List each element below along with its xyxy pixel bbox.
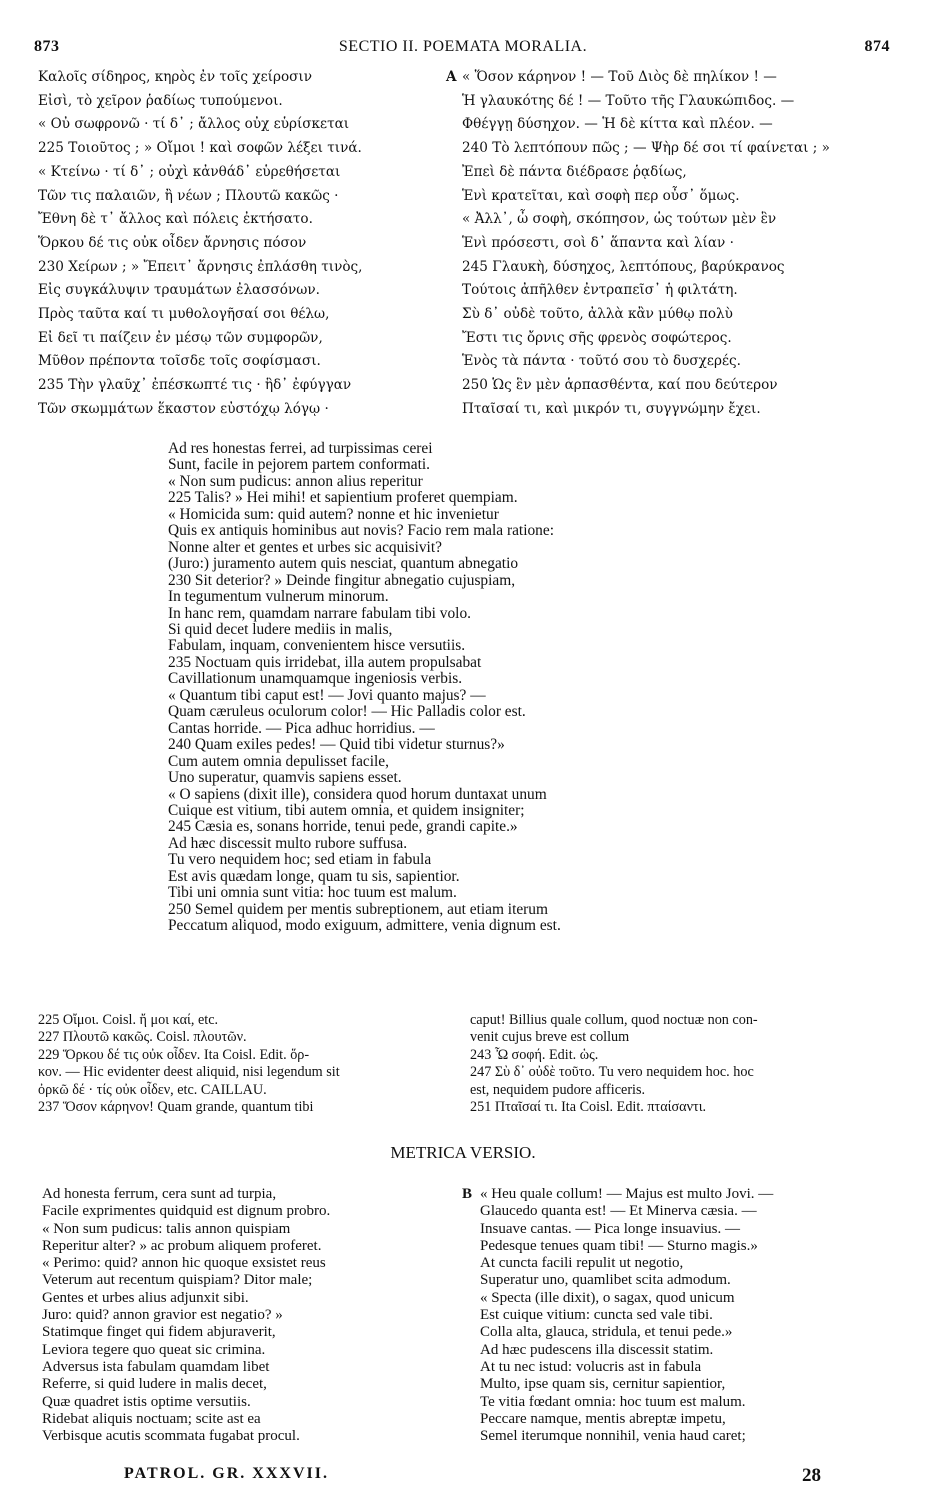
text-line: venit cujus breve est collum bbox=[470, 1029, 630, 1046]
text-line: At tu nec istud: volucris ast in fabula bbox=[480, 1358, 702, 1375]
footnotes-right bbox=[470, 1012, 900, 1116]
text-line: Sunt, facile in pejorem partem conformati. bbox=[168, 456, 430, 474]
text-line: Ad res honestas ferrei, ad turpissimas cerei bbox=[168, 440, 433, 457]
text-line: 225 Οἴμοι. Coisl. ἤ μοι καί, etc. bbox=[38, 1012, 219, 1028]
text-line: Veterum aut recentum quispiam? Ditor male; bbox=[42, 1272, 313, 1289]
text-line: Si quid decet ludere mediis in malis, bbox=[168, 620, 393, 638]
text-line: In tegumentum vulnerum minorum. bbox=[168, 588, 389, 606]
text-line: Est cuique vitium: cuncta sed vale tibi. bbox=[480, 1307, 713, 1324]
text-line: 237 Ὅσον κάρηνον! Quam grande, quantum tibi bbox=[38, 1099, 314, 1116]
text-line: Ἡ γλαυκότης δέ ! — Τοῦτο τῆς Γλαυκώπιδος. — bbox=[462, 92, 795, 109]
text-line: Πταῖσαί τι, καὶ μικρόν τι, συγγνώμην ἔχει. bbox=[462, 400, 761, 417]
page-number-left: 873 bbox=[34, 38, 60, 55]
text-line: 250 Semel quidem per mentis subreptionem, aut etiam iterum bbox=[168, 900, 548, 918]
text-line: Μῦθον πρέποντα τοῖσδε τοῖς σοφίσμασι. bbox=[38, 353, 321, 370]
column-marker-a: A bbox=[446, 69, 457, 85]
text-line: Pedesque tenues quam tibi! — Sturno magis.» bbox=[480, 1237, 758, 1254]
text-line: κον. — Hic evidenter deest aliquid, nisi legendum sit bbox=[38, 1064, 340, 1081]
text-line: Ἔστι τις ὄρνις σῆς φρενὸς σοφώτερος. bbox=[462, 329, 732, 346]
text-line: « Homicida sum: quid autem? nonne et hic invenietur bbox=[168, 505, 499, 523]
text-line: Reperitur alter? » ac probum aliquem proferet. bbox=[42, 1237, 322, 1254]
text-line: Ad honesta ferrum, cera sunt ad turpia, bbox=[42, 1186, 277, 1202]
text-line: « Κτείνω · τί δ᾽ ; οὐχὶ κἀνθάδ᾽ εὑρεθήσεται bbox=[38, 163, 341, 180]
text-line: Quis ex antiquis hominibus aut novis? Facio rem mala ratione: bbox=[168, 522, 554, 540]
text-line: 230 Sit deterior? » Deinde fingitur abnegatio cujuspiam, bbox=[168, 571, 516, 589]
text-line: Facile exprimentes quidquid est dignum probro. bbox=[42, 1203, 331, 1220]
text-line: « Heu quale collum! — Majus est multo Jovi. — bbox=[480, 1186, 774, 1202]
text-line: 245 Γλαυκὴ, δύσηχος, λεπτόπους, βαρύκρανος bbox=[462, 258, 785, 275]
text-line: Multo, ipse quam sis, cernitur sapientior, bbox=[480, 1376, 726, 1393]
text-line: 225 Talis? » Hei mihi! et sapientium proferet quempiam. bbox=[168, 489, 518, 507]
text-line: 245 Cæsia es, sonans horride, tenui pede, grandi capite.» bbox=[168, 818, 518, 836]
text-line: Est avis quædam longe, quam tu sis, sapientior. bbox=[168, 867, 460, 885]
text-line: Adversus ista fabulam quamdam libet bbox=[42, 1358, 270, 1375]
text-line: Σὺ δ᾽ οὐδὲ τοῦτο, ἀλλὰ κἂν μύθῳ πολὺ bbox=[462, 306, 733, 323]
text-line: 247 Σὺ δ᾽ οὐδὲ τοῦτο. Tu vero nequidem hoc. hoc bbox=[470, 1064, 754, 1081]
text-line: Tu vero nequidem hoc; sed etiam in fabula bbox=[168, 851, 432, 869]
text-line: Fabulam, inquam, convenientem hisce versutiis. bbox=[168, 637, 466, 655]
text-line: Leviora tegere quo queat sic crimina. bbox=[42, 1341, 266, 1358]
text-line: Εἰ δεῖ τι παίζειν ἐν μέσῳ τῶν συμφορῶν, bbox=[38, 329, 323, 346]
text-line: Ἑνὸς τὰ πάντα · τοῦτό σου τὸ δυσχερές. bbox=[462, 353, 741, 370]
text-line: Nonne alter et gentes et urbes sic acquisivit? bbox=[168, 538, 442, 556]
text-line: Cuique est vitium, tibi autem omnia, et quidem insigniter; bbox=[168, 801, 525, 819]
text-line: Καλοῖς σίδηρος, κηρὸς ἐν τοῖς χείροσιν bbox=[38, 69, 313, 85]
text-line: Statimque finget qui fidem abjuraverit, bbox=[42, 1324, 276, 1341]
text-line: 230 Χείρων ; » Ἔπειτ᾽ ἄρνησις ἐπλάσθη τινὸς, bbox=[38, 258, 363, 275]
text-line: Gentes et urbes alius adjunxit sibi. bbox=[42, 1289, 249, 1306]
text-line: Semel iterumque nonnihil, venia haud caret; bbox=[480, 1428, 746, 1445]
text-line: Quæ quadret istis optime versutiis. bbox=[42, 1393, 251, 1410]
text-line: Peccatum aliquod, modo exiguum, admittere, venia dignum est. bbox=[168, 917, 561, 935]
page-number-right: 874 bbox=[864, 38, 890, 55]
footer-patrology-label: PATROL. GR. XXXVII. bbox=[124, 1465, 329, 1482]
text-line: Ridebat aliquis noctuam; scite ast ea bbox=[42, 1410, 261, 1427]
text-line: Ad hæc pudescens illa discessit statim. bbox=[480, 1341, 714, 1358]
footer-signature-number: 28 bbox=[802, 1465, 821, 1486]
text-line: Quam cæruleus oculorum color! — Hic Palladis color est. bbox=[168, 703, 526, 721]
text-line: « Οὐ σωφρονῶ · τί δ᾽ ; ἄλλος οὐχ εὑρίσκεται bbox=[38, 116, 350, 133]
text-line: 229 Ὅρκου δέ τις οὐκ οἶδεν. Ita Coisl. Edit. ὅρ- bbox=[38, 1046, 310, 1063]
running-title: SECTIO II. POEMATA MORALIA. bbox=[338, 38, 588, 55]
text-line: « Ὅσον κάρηνον ! — Τοῦ Διὸς δὲ πηλίκον ! — bbox=[462, 69, 777, 85]
text-line: Εἰς συγκάλυψιν τραυμάτων ἐλασσόνων. bbox=[38, 282, 320, 299]
text-line: « Ἀλλ᾽, ὦ σοφὴ, σκόπησον, ὡς τούτων μὲν ἓν bbox=[462, 211, 777, 228]
text-line: Uno superatur, quamvis sapiens esset. bbox=[168, 769, 402, 787]
text-line: « Quantum tibi caput est! — Jovi quanto majus? — bbox=[168, 686, 486, 704]
metrical-version-left bbox=[42, 1186, 462, 1445]
text-line: Ἑνὶ πρόσεστι, σοὶ δ᾽ ἅπαντα καὶ λίαν · bbox=[462, 234, 734, 251]
text-line: Φθέγγῃ δύσηχον. — Ἡ δὲ κίττα καὶ πλέον. — bbox=[462, 116, 773, 133]
verse-right-lines bbox=[480, 1186, 910, 1445]
text-line: Referre, si quid ludere in malis decet, bbox=[42, 1376, 267, 1393]
metrica-versio-heading: METRICA VERSIO. bbox=[390, 1143, 536, 1162]
text-line: Τῶν τις παλαιῶν, ἢ νέων ; Πλουτῶ κακῶς · bbox=[38, 187, 339, 204]
text-line: Πρὸς ταῦτα καί τι μυθολογῆσαί σοι θέλω, bbox=[38, 306, 330, 323]
text-line: Εἰσὶ, τὸ χεῖρον ῥαδίως τυπούμενοι. bbox=[38, 92, 283, 109]
text-line: Insuave cantas. — Pica longe insuavius. — bbox=[480, 1220, 740, 1237]
text-line: 240 Τὸ λεπτόπουν πῶς ; — Ψὴρ δέ σοι τί φαίνεται ; » bbox=[462, 140, 830, 157]
text-line: caput! Billius quale collum, quod noctuæ non con- bbox=[470, 1012, 758, 1028]
greek-right-lines bbox=[462, 66, 902, 422]
text-line: Τῶν σκωμμάτων ἕκαστον εὐστόχῳ λόγῳ · bbox=[38, 400, 329, 417]
text-line: 225 Τοιοῦτος ; » Οἴμοι ! καὶ σοφῶν λέξει τινά. bbox=[38, 140, 362, 157]
text-line: 250 Ὡς ἓν μὲν ἁρπασθέντα, καί που δεύτερον bbox=[462, 377, 778, 394]
text-line: Te vitia fœdant omnia: hoc tuum est malum. bbox=[480, 1393, 746, 1410]
text-line: Τούτοις ἀπῆλθεν ἐντραπεῖσ᾽ ἡ φιλτάτη. bbox=[462, 282, 738, 299]
text-line: 227 Πλουτῶ κακῶς. Coisl. πλουτῶν. bbox=[38, 1029, 247, 1046]
text-line: 251 Πταῖσαί τι. Ita Coisl. Edit. πταίσαντι. bbox=[470, 1099, 707, 1116]
text-line: « Perimo: quid? annon hic quoque exsistet reus bbox=[42, 1255, 326, 1272]
text-line: 235 Τὴν γλαῦχ᾽ ἐπέσκωπτέ τις · ἣδ᾽ ἐφύγγαν bbox=[38, 377, 352, 394]
text-line: Ἔθνη δὲ τ᾽ ἄλλος καὶ πόλεις ἐκτήσατο. bbox=[38, 211, 313, 228]
text-line: At cuncta facili repulit ut negotio, bbox=[480, 1255, 684, 1272]
text-line: 240 Quam exiles pedes! — Quid tibi videtur sturnus?» bbox=[168, 736, 505, 754]
text-line: Ad hæc discessit multo rubore suffusa. bbox=[168, 834, 408, 852]
column-marker-b: B bbox=[462, 1186, 473, 1202]
text-line: (Juro:) juramento autem quis nesciat, quantum abnegatio bbox=[168, 555, 519, 573]
text-line: « O sapiens (dixit ille), considera quod horum duntaxat unum bbox=[168, 785, 547, 803]
metrical-version-right bbox=[462, 1186, 910, 1445]
text-line: Superatur uno, quamlibet scita admodum. bbox=[480, 1272, 731, 1289]
text-line: In hanc rem, quamdam narrare fabulam tibi volo. bbox=[168, 604, 471, 622]
text-line: Colla alta, glauca, stridula, et tenui pede.» bbox=[480, 1324, 733, 1341]
text-line: ὀρκῶ δέ · τίς οὐκ οἶδεν, etc. CAILLAU. bbox=[38, 1081, 267, 1098]
text-line: 235 Noctuam quis irridebat, illa autem propulsabat bbox=[168, 653, 482, 671]
text-line: Verbisque acutis scommata fugabat procul. bbox=[42, 1428, 300, 1445]
text-line: 243 Ὦ σοφή. Edit. ὡς. bbox=[470, 1046, 599, 1063]
text-line: Cavillationum unamquamque ingeniosis verbis. bbox=[168, 670, 463, 688]
latin-translation bbox=[168, 441, 768, 935]
text-line: Glaucedo quanta est! — Et Minerva cæsia. — bbox=[480, 1203, 757, 1220]
text-line: Ὅρκου δέ τις οὐκ οἶδεν ἄρνησις πόσον bbox=[38, 234, 307, 251]
text-line: « Non sum pudicus: annon alius reperitur bbox=[168, 472, 423, 490]
greek-text-left-column bbox=[38, 66, 458, 422]
text-line: « Non sum pudicus: talis annon quispiam bbox=[42, 1220, 291, 1237]
footnotes-left bbox=[38, 1012, 458, 1116]
text-line: Ἐπεὶ δὲ πάντα διέδρασε ῥᾳδίως, bbox=[462, 163, 687, 180]
text-line: est, nequidem pudore afficeris. bbox=[470, 1081, 646, 1098]
greek-text-right-column bbox=[446, 66, 902, 422]
text-line: Cum autem omnia depulisset facile, bbox=[168, 752, 389, 770]
text-line: Cantas horride. — Pica adhuc horridius. — bbox=[168, 719, 435, 737]
text-line: Peccare namque, mentis abreptæ impetu, bbox=[480, 1410, 726, 1427]
text-line: Tibi uni omnia sunt vitia: hoc tuum est malum. bbox=[168, 884, 457, 902]
text-line: Ἑνὶ κρατεῖται, καὶ σοφὴ περ οὖσ᾽ ὅμως. bbox=[462, 187, 740, 204]
text-line: « Specta (ille dixit), o sagax, quod unicum bbox=[480, 1289, 735, 1306]
text-line: Juro: quid? annon gravior est negatio? » bbox=[42, 1307, 283, 1324]
